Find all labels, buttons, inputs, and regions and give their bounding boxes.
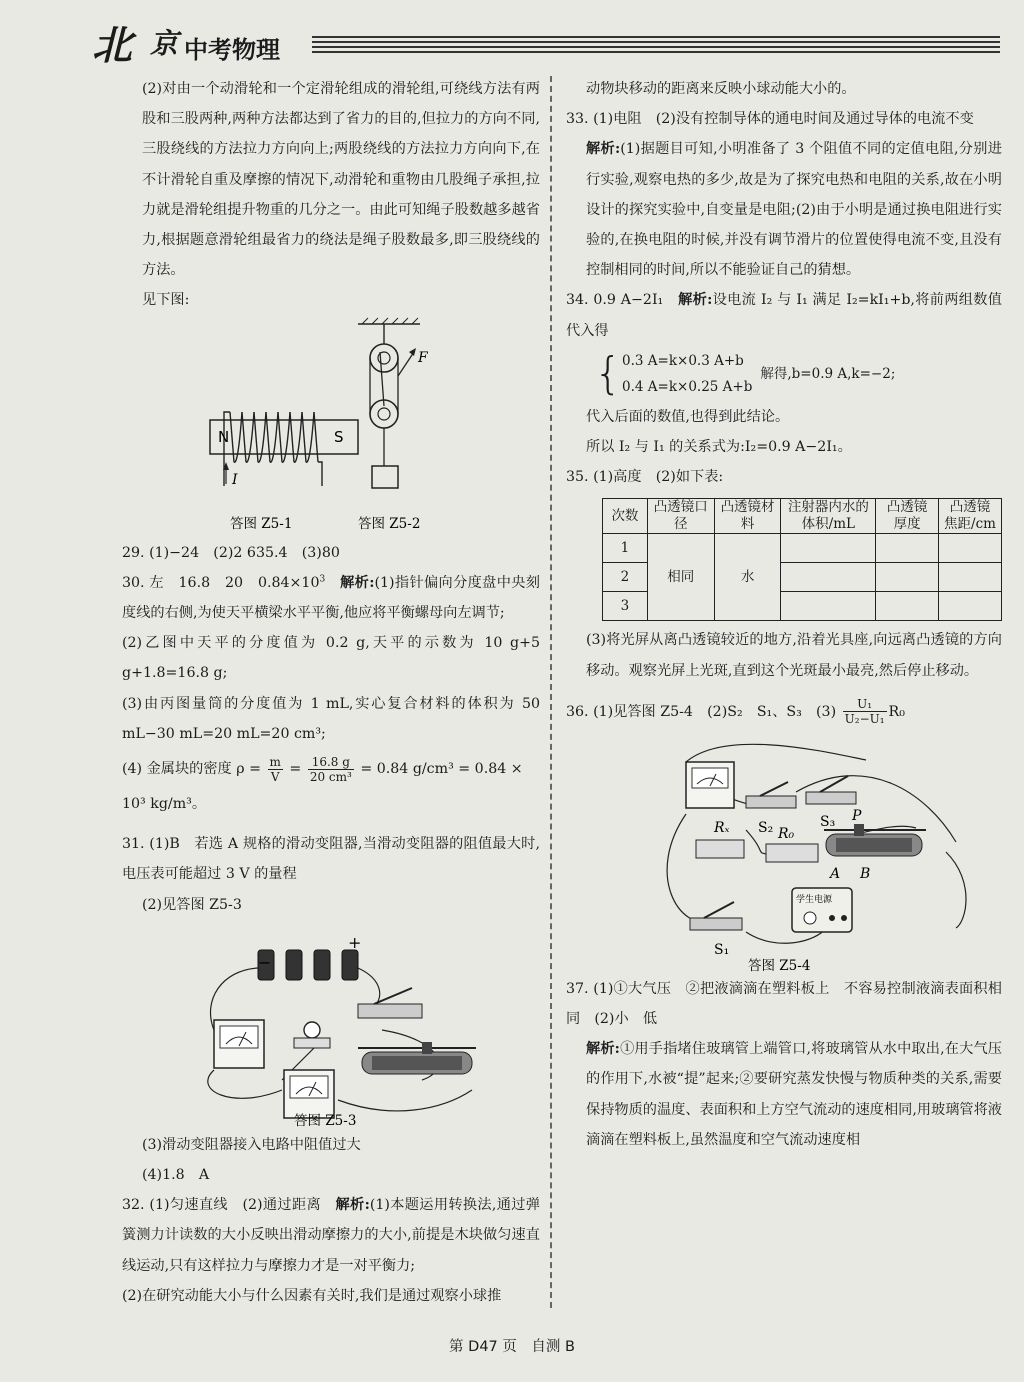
column-divider — [550, 76, 552, 1308]
label-s1: S₁ — [714, 941, 730, 958]
q29: 29. (1)−24 (2)2 635.4 (3)80 — [122, 544, 340, 561]
q37-explain: 解析:①用手指堵住玻璃管上端管口,将玻璃管从水中取出,在大气压的作用下,水被“提”起来;②要研究蒸发快慢与物质种类的关系,需要保持物质的温度、表面积和上方空气流动的速度相同,用玻璃管将液滴滴在塑料板上,虽然温度和空气流动速度相 — [586, 1041, 1002, 1148]
label-b: B — [860, 865, 871, 882]
q35-l2: (3)将光屏从离凸透镜较近的地方,沿着光具座,向远离凸透镜的方向移动。观察光屏上光斑,直到这个光斑最小最亮,然后停止移动。 — [586, 632, 1002, 679]
frac-m-v: $\frac{m}{V}$ — [269, 754, 281, 784]
page-footer: 第 D47 页 自测 B — [449, 1339, 575, 1355]
force-arrowhead — [409, 348, 416, 356]
logo-jing: 京 — [150, 27, 179, 60]
table-row: 2 — [603, 563, 1002, 592]
bulb — [304, 1022, 320, 1038]
label-f: F — [418, 349, 428, 366]
frac-values: $\frac{16.8 g}{\text{20 cm³}}$ — [309, 754, 352, 784]
minus-label: − — [258, 952, 272, 972]
table-row: 3 — [603, 592, 1002, 621]
header-rules — [312, 36, 1000, 60]
label-rx: Rₓ — [714, 819, 730, 836]
equation-system: { 0.3 A=k×0.3 A+b 0.4 A=k×0.25 A+b 解得,b=0.9 A,k=−2; — [594, 347, 896, 399]
label-n: N — [218, 427, 230, 446]
figure-svg-1-2 — [122, 316, 540, 538]
switch-s2 — [746, 796, 796, 808]
table-row: 1 相同 水 — [603, 534, 1002, 563]
caption-z5-3: 答图 Z5-3 — [294, 1112, 357, 1129]
plus-label: + — [348, 932, 362, 952]
label-psu: 学生电源 — [796, 894, 833, 905]
caption-z5-4: 答图 Z5-4 — [748, 957, 811, 974]
q30-l2: (2)乙图中天平的分度值为 0.2 g,天平的示数为 10 g+5 g+1.8=16.8 g; — [122, 635, 540, 682]
q31-l1: 31. (1)B 若选 A 规格的滑动变阻器,当滑动变阻器的阻值最大时,电压表可能超过 3 V 的量程 — [122, 836, 540, 883]
q32-text: 32. (1)匀速直线 (2)通过距离 解析:(1)本题运用转换法,通过弹簧测力计读数的大小反映出滑动摩擦力的大小,前提是木块做匀速直线运动,只有这样拉力与摩擦力才是一对平衡力; — [122, 1197, 540, 1274]
q30-l3: (3)由丙图量筒的分度值为 1 mL,实心复合材料的体积为 50 mL−30 mL=20 mL=20 cm³; — [122, 695, 540, 742]
q31-l3: (3)滑动变阻器接入电路中阻值过大 — [142, 1136, 361, 1153]
figure-svg-z5-4 — [566, 732, 1002, 974]
figures-z5-1-z5-2 — [122, 316, 540, 538]
q32-l2: (2)在研究动能大小与什么因素有关时,我们是通过观察小球推 — [122, 1287, 502, 1304]
q32-continued: 动物块移动的距离来反映小球动能大小的。 — [586, 81, 856, 97]
q35-table — [602, 498, 1002, 621]
caption-z5-1: 答图 Z5-1 — [230, 515, 293, 532]
q37-l1: 37. (1)①大气压 ②把液滴滴在塑料板上 不容易控制液滴表面积相同 (2)小 低 — [566, 980, 1002, 1028]
frac-u1: $\frac{\text{U₁}}{\text{U₂−U₁}}$ — [844, 697, 885, 727]
coil — [224, 412, 322, 486]
resistor-rx — [696, 840, 744, 858]
figure-z5-3 — [122, 920, 540, 1130]
label-s: S — [334, 427, 344, 446]
page-header — [92, 14, 1022, 69]
switch-s3 — [806, 792, 856, 804]
q34-l3: 所以 I₂ 与 I₁ 的关系式为:I₂=0.9 A−2I₁。 — [586, 439, 852, 456]
equation-solution: 解得,b=0.9 A,k=−2; — [760, 365, 896, 382]
q30-head: 30. 左 16.8 20 $0.84\times 10^3$ 解析:(1)指针偏向分度盘中央刻度线的右侧,为使天平横梁水平平衡,他应将平衡螺母向左调节; — [122, 574, 540, 622]
weight-block — [372, 466, 398, 488]
label-a: A — [830, 865, 841, 882]
q30-l5: 10³ kg/m³。 — [122, 796, 207, 813]
label-r0: R₀ — [778, 825, 795, 842]
q30-l4: (4) 金属块的密度 ρ = $\frac{m}{V}$ = $\frac{16.8 g}{\text{20 cm³}}$ = 0.84 g/cm³ = 0.84 × — [122, 754, 523, 784]
label-s2: S₂ — [758, 819, 774, 836]
label-i: I — [232, 471, 238, 488]
ceiling-hatch — [362, 318, 418, 324]
switch-s1 — [690, 918, 742, 930]
table-header: 次数 凸透镜口径 凸透镜材料 注射器内水的体积/mL 凸透镜厚度 凸透镜焦距/cm — [603, 499, 1002, 534]
right-column — [566, 74, 1002, 1155]
equation-2: 0.4 A=k×0.25 A+b — [622, 378, 753, 395]
resistor-r0 — [766, 844, 818, 862]
q28-text: (2)对由一个动滑轮和一个定滑轮组成的滑轮组,可绕线方法有两股和三股两种,两种方法都达到了省力的目的,但拉力的方向不同,三股绕线的方法拉力方向向上;两股绕线的方法拉力方向向下,在不计滑轮自重及摩擦的情况下,动滑轮和重物由几股绳子承担,拉力就是滑轮组提升物重的几分之一。由此可知绳子股数越多越省力,根据题意滑轮组最省力的绕法是绳子股数最多,即三股绕线的方法。 — [142, 81, 540, 279]
caption-z5-2: 答图 Z5-2 — [358, 515, 421, 532]
q33-l1: 33. (1)电阻 (2)没有控制导体的通电时间及通过导体的电流不变 — [566, 111, 974, 128]
label-p: P — [852, 807, 862, 824]
q31-l2: (2)见答图 Z5-3 — [142, 896, 242, 913]
q31-l4: (4)1.8 A — [142, 1167, 210, 1184]
left-column — [122, 74, 540, 1311]
q34-head: 34. 0.9 A−2I₁ 解析:设电流 I₂ 与 I₁ 满足 I₂=kI₁+b,将前两组数值代入得 — [566, 292, 1002, 339]
q35-l1: 35. (1)高度 (2)如下表: — [566, 469, 724, 486]
fixed-pulley — [370, 344, 398, 372]
label-s3: S₃ — [820, 813, 836, 830]
batteries — [258, 950, 358, 980]
q28-see-below: 见下图: — [142, 292, 190, 309]
q33-explain: 解析:(1)据题目可知,小明准备了 3 个阻值不同的定值电阻,分别进行实验,观察电热的多少,故是为了探究电热和电阻的关系,故在小明设计的探究实验中,自变量是电阻;(2)由于小明是通过换电阻进行实验的,在换电阻的时候,并没有调节滑片的位置使得电流不变,且没有控制相同的时间,所以不能验证自己的猜想。 — [586, 141, 1002, 279]
figure-z5-4 — [566, 732, 1002, 974]
switch — [358, 1004, 422, 1018]
header-title: 中考物理 — [184, 36, 280, 64]
figure-svg-z5-3 — [122, 920, 540, 1130]
q36-l1: 36. (1)见答图 Z5-4 (2)S₂ S₁、S₃ (3) $\frac{\text{U₁}}{\text{U₂−U₁}}$ R₀ — [566, 697, 905, 727]
logo-bei: 北 — [92, 22, 128, 69]
equation-1: 0.3 A=k×0.3 A+b — [622, 352, 744, 369]
q34-l2: 代入后面的数值,也得到此结论。 — [586, 408, 790, 425]
